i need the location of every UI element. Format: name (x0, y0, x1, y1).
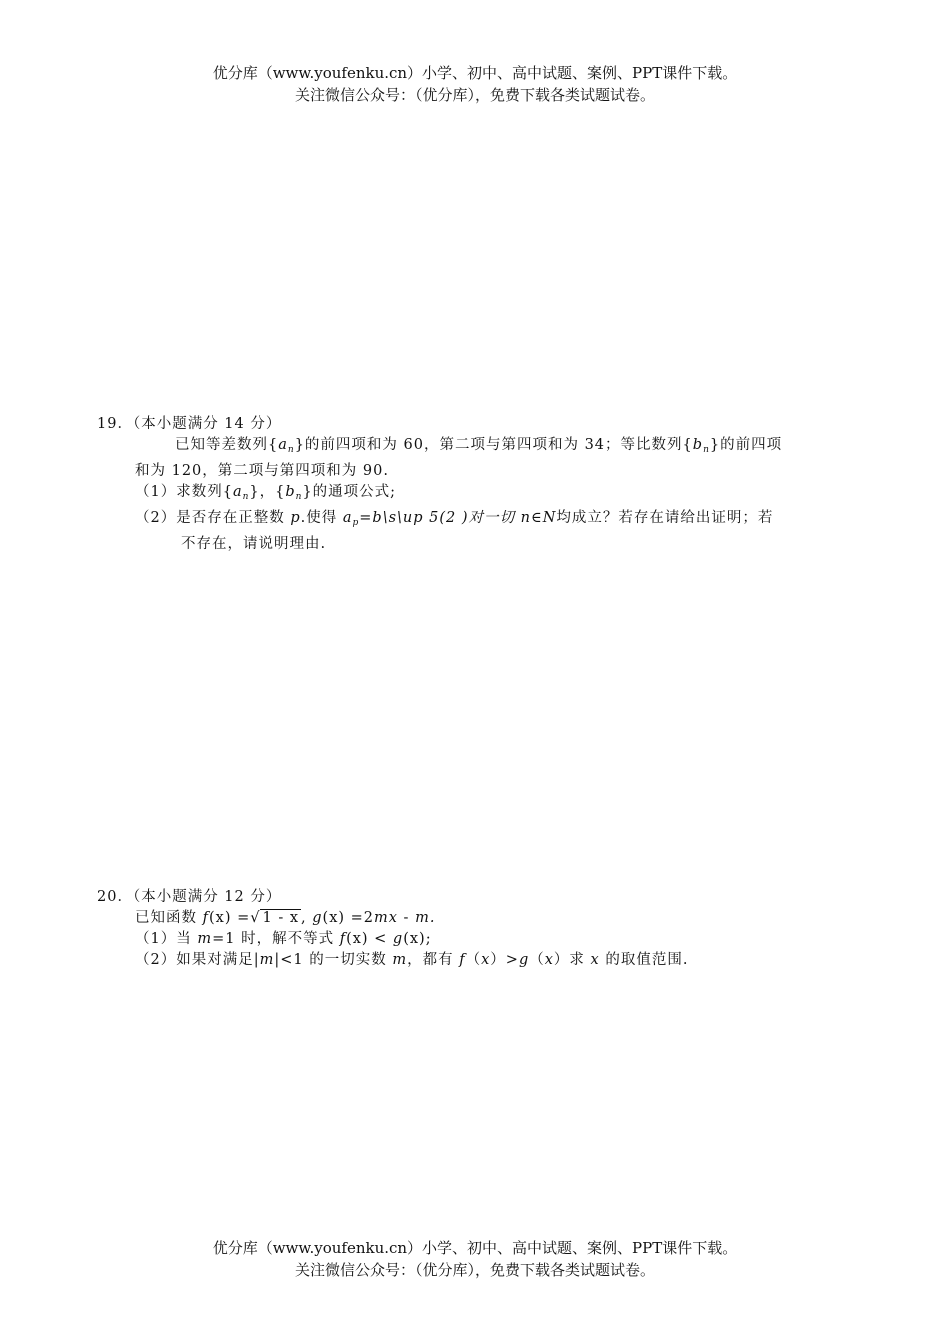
term-m: m. (415, 910, 436, 926)
q19-heading: 19．（本小题满分 14 分） (97, 416, 282, 432)
text: (x) = (208, 910, 251, 926)
symbol-a: a (342, 510, 353, 526)
function-f: f (459, 952, 466, 968)
text: (x); (403, 931, 432, 947)
text: 的取值范围. (599, 952, 689, 968)
symbol-a: a (278, 437, 288, 453)
footer-banner (0, 1237, 950, 1281)
text: （ (465, 952, 482, 968)
function-f: f (202, 910, 209, 926)
subscript-p: p (352, 518, 360, 528)
subscript-n: n (287, 445, 295, 455)
symbol-x: x (481, 952, 491, 968)
function-g: g (518, 952, 530, 968)
footer-line-1: 优分库（www.youfenku.cn）小学、初中、高中试题、案例、PPT课件下载。 (212, 1239, 738, 1257)
text: （2）如果对满足| (135, 952, 260, 968)
symbol-N: N (542, 510, 557, 526)
subscript-n: n (242, 492, 250, 502)
subscript-n: n (703, 445, 710, 455)
symbol-m: m (259, 952, 275, 968)
q19-part-2 (97, 508, 857, 534)
question-19 (97, 414, 857, 555)
question-20 (97, 887, 857, 971)
text: , (301, 910, 313, 926)
text: （ (529, 952, 545, 968)
q19-part-2-line-2: 不存在，请说明理由. (181, 536, 327, 552)
symbol-b: b (285, 484, 296, 500)
header-line-2: 关注微信公众号：（优分库），免费下载各类试题试卷。 (294, 86, 655, 104)
term-mx: mx (374, 910, 398, 926)
q19-stem-line-1 (97, 435, 857, 461)
text: ）求 (553, 952, 591, 968)
text: (x) =2 (322, 910, 375, 926)
text: （1）当 (135, 931, 198, 947)
function-g: g (392, 931, 404, 947)
text: =1 时，解不等式 (212, 931, 340, 947)
text: }的前四项和为 60，第二项与第四项和为 34；等比数列{ (294, 437, 693, 453)
function-f: f (339, 931, 347, 947)
text: (x) < (346, 931, 393, 947)
sqrt-radicand: 1 - x (262, 910, 300, 926)
symbol-x: x (590, 952, 600, 968)
element-of-symbol: ∈ (530, 510, 543, 526)
symbol-x: x (544, 952, 554, 968)
text: - (397, 910, 416, 926)
text: .使得 (300, 510, 343, 526)
text: }的前四项 (709, 437, 783, 453)
text: 均成立？若存在请给出证明；若 (556, 510, 774, 526)
text: }的通项公式; (302, 484, 397, 500)
text: （1）求数列{ (135, 484, 233, 500)
symbol-n: n (520, 510, 531, 526)
subscript-n: n (295, 492, 303, 502)
symbol-m: m (392, 952, 408, 968)
text: ，都有 (407, 952, 460, 968)
symbol-m: m (197, 931, 213, 947)
symbol-b: b (692, 437, 704, 453)
text: |<1 的一切实数 (274, 952, 393, 968)
symbol-a: a (232, 484, 243, 500)
text: ）> (490, 952, 519, 968)
function-g: g (312, 910, 323, 926)
symbol-p: p (290, 510, 301, 526)
field-code-text: =b\s\up 5(2 )对一切 (359, 510, 521, 526)
q20-stem: 已知函数 f(x) =√ 1 - x , g(x) =2mx - m. (135, 910, 436, 926)
q20-part-2 (97, 950, 857, 971)
q19-stem-line-2: 和为 120，第二项与第四项和为 90. (135, 463, 389, 479)
text: 已知等差数列{ (175, 437, 279, 453)
header-line-1: 优分库（www.youfenku.cn）小学、初中、高中试题、案例、PPT课件下载。 (212, 64, 738, 82)
q20-heading: 20．（本小题满分 12 分） (97, 889, 282, 905)
q19-part-1 (97, 482, 857, 508)
q20-part-1 (97, 929, 857, 950)
header-banner (0, 62, 950, 106)
text: 已知函数 (135, 910, 203, 926)
text: }，{ (249, 484, 286, 500)
text: （2）是否存在正整数 (135, 510, 291, 526)
footer-line-2: 关注微信公众号：（优分库），免费下载各类试题试卷。 (294, 1261, 655, 1279)
